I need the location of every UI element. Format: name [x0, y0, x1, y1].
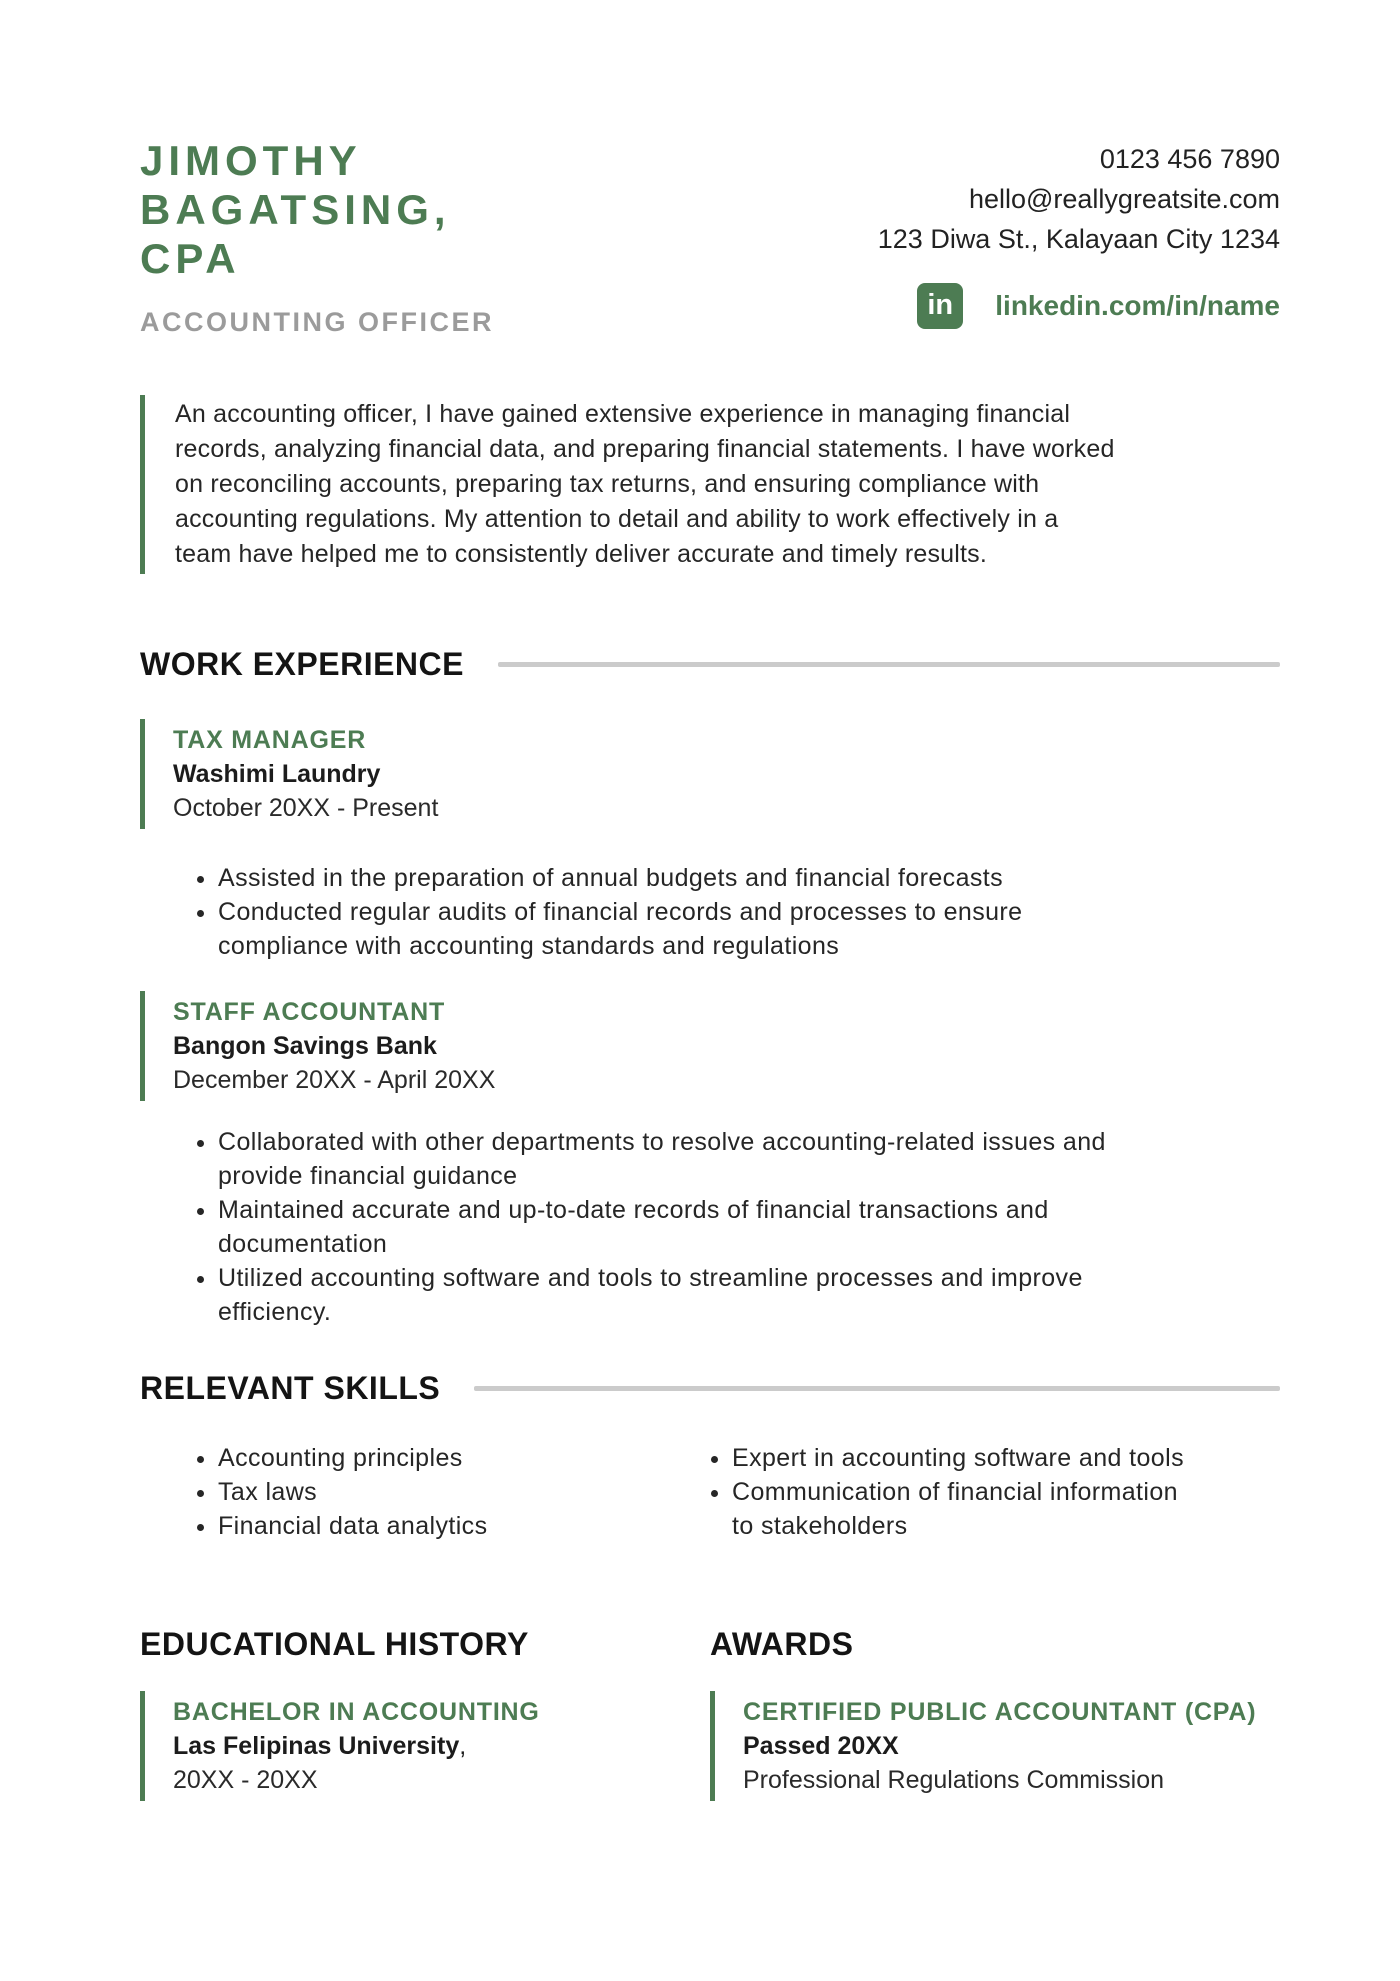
header [140, 136, 1280, 338]
relevant-skills-title: RELEVANT SKILLS [140, 1370, 441, 1406]
skill-item: • Financial data analytics [218, 1509, 710, 1543]
summary-text: An accounting officer, I have gained extensive experience in managing financial records, analyzing financial data, and preparing financial statements. I have worked on reconciling accounts, preparing tax returns, and ensuring compliance with accounting regulations. My attention to detail and ability to work effectively in a team have helped me to consistently deliver accurate and timely results. [175, 400, 1115, 568]
job-company: Bangon Savings Bank [173, 1032, 437, 1060]
job-bullet: • Utilized accounting software and tools to streamline processes and improve efficiency. [218, 1261, 1148, 1329]
school-name [173, 1729, 710, 1763]
phone-number: 0123 456 7890 [1099, 144, 1280, 174]
award-organization: Professional Regulations Commission [743, 1766, 1165, 1794]
heading-rule [498, 662, 1280, 667]
job-bullet-list [140, 1125, 1280, 1329]
school-name-text: Las Felipinas University [173, 1732, 460, 1760]
job-dates: October 20XX - Present [173, 794, 439, 822]
job-bullet: • Conducted regular audits of financial records and processes to ensure compliance with accounting standards and regulations [218, 895, 1148, 963]
job-bullet-list [140, 861, 1280, 963]
postal-address: 123 Diwa St., Kalayaan City 1234 [877, 224, 1280, 254]
job-role: STAFF ACCOUNTANT [173, 998, 446, 1026]
linkedin-url: linkedin.com/in/name [995, 290, 1280, 321]
name-block [140, 136, 494, 338]
linkedin-link[interactable] [878, 283, 1280, 329]
skill-item: • Accounting principles [218, 1441, 710, 1475]
skills-left-list [140, 1441, 710, 1543]
job-title: ACCOUNTING OFFICER [140, 307, 494, 337]
skill-item: • Tax laws [218, 1475, 710, 1509]
summary-section [140, 395, 1280, 574]
award-entry [710, 1691, 1280, 1801]
degree-name: BACHELOR IN ACCOUNTING [173, 1698, 540, 1726]
job-company: Washimi Laundry [173, 760, 381, 788]
skill-item: • Communication of financial information to stakeholders [732, 1475, 1194, 1543]
education-dates: 20XX - 20XX [173, 1766, 318, 1794]
person-name [140, 136, 494, 283]
award-name: CERTIFIED PUBLIC ACCOUNTANT (CPA) [743, 1698, 1257, 1726]
job-entry-staff-accountant [140, 991, 1280, 1101]
skill-item: • Expert in accounting software and tools [732, 1441, 1194, 1475]
education-title: EDUCATIONAL HISTORY [140, 1626, 529, 1662]
awards-title: AWARDS [710, 1626, 854, 1662]
awards-column [710, 1625, 1280, 1801]
job-role: TAX MANAGER [173, 726, 367, 754]
school-name-suffix: , [459, 1732, 467, 1760]
award-subtitle: Passed 20XX [743, 1732, 899, 1760]
name-line-2: BAGATSING, [140, 186, 451, 233]
job-dates: December 20XX - April 20XX [173, 1066, 496, 1094]
skills-columns [140, 1441, 1280, 1543]
job-bullet: • Assisted in the preparation of annual budgets and financial forecasts [218, 861, 1148, 895]
name-line-3: CPA [140, 235, 241, 282]
relevant-skills-heading-row [140, 1369, 1280, 1407]
name-line-1: JIMOTHY [140, 137, 362, 184]
work-experience-title: WORK EXPERIENCE [140, 646, 464, 682]
email-address: hello@reallygreatsite.com [968, 184, 1280, 214]
work-experience-heading-row [140, 645, 1280, 683]
job-bullet: • Collaborated with other departments to resolve accounting-related issues and provide financial guidance [218, 1125, 1148, 1193]
education-column [140, 1625, 710, 1801]
skills-right-list [710, 1441, 1280, 1543]
job-bullet: • Maintained accurate and up-to-date records of financial transactions and documentation [218, 1193, 1148, 1261]
heading-rule [474, 1386, 1280, 1391]
education-entry [140, 1691, 710, 1801]
job-entry-tax-manager [140, 719, 1280, 829]
contact-block [878, 139, 1280, 329]
education-awards-row [140, 1625, 1280, 1801]
linkedin-icon: in [917, 283, 963, 329]
